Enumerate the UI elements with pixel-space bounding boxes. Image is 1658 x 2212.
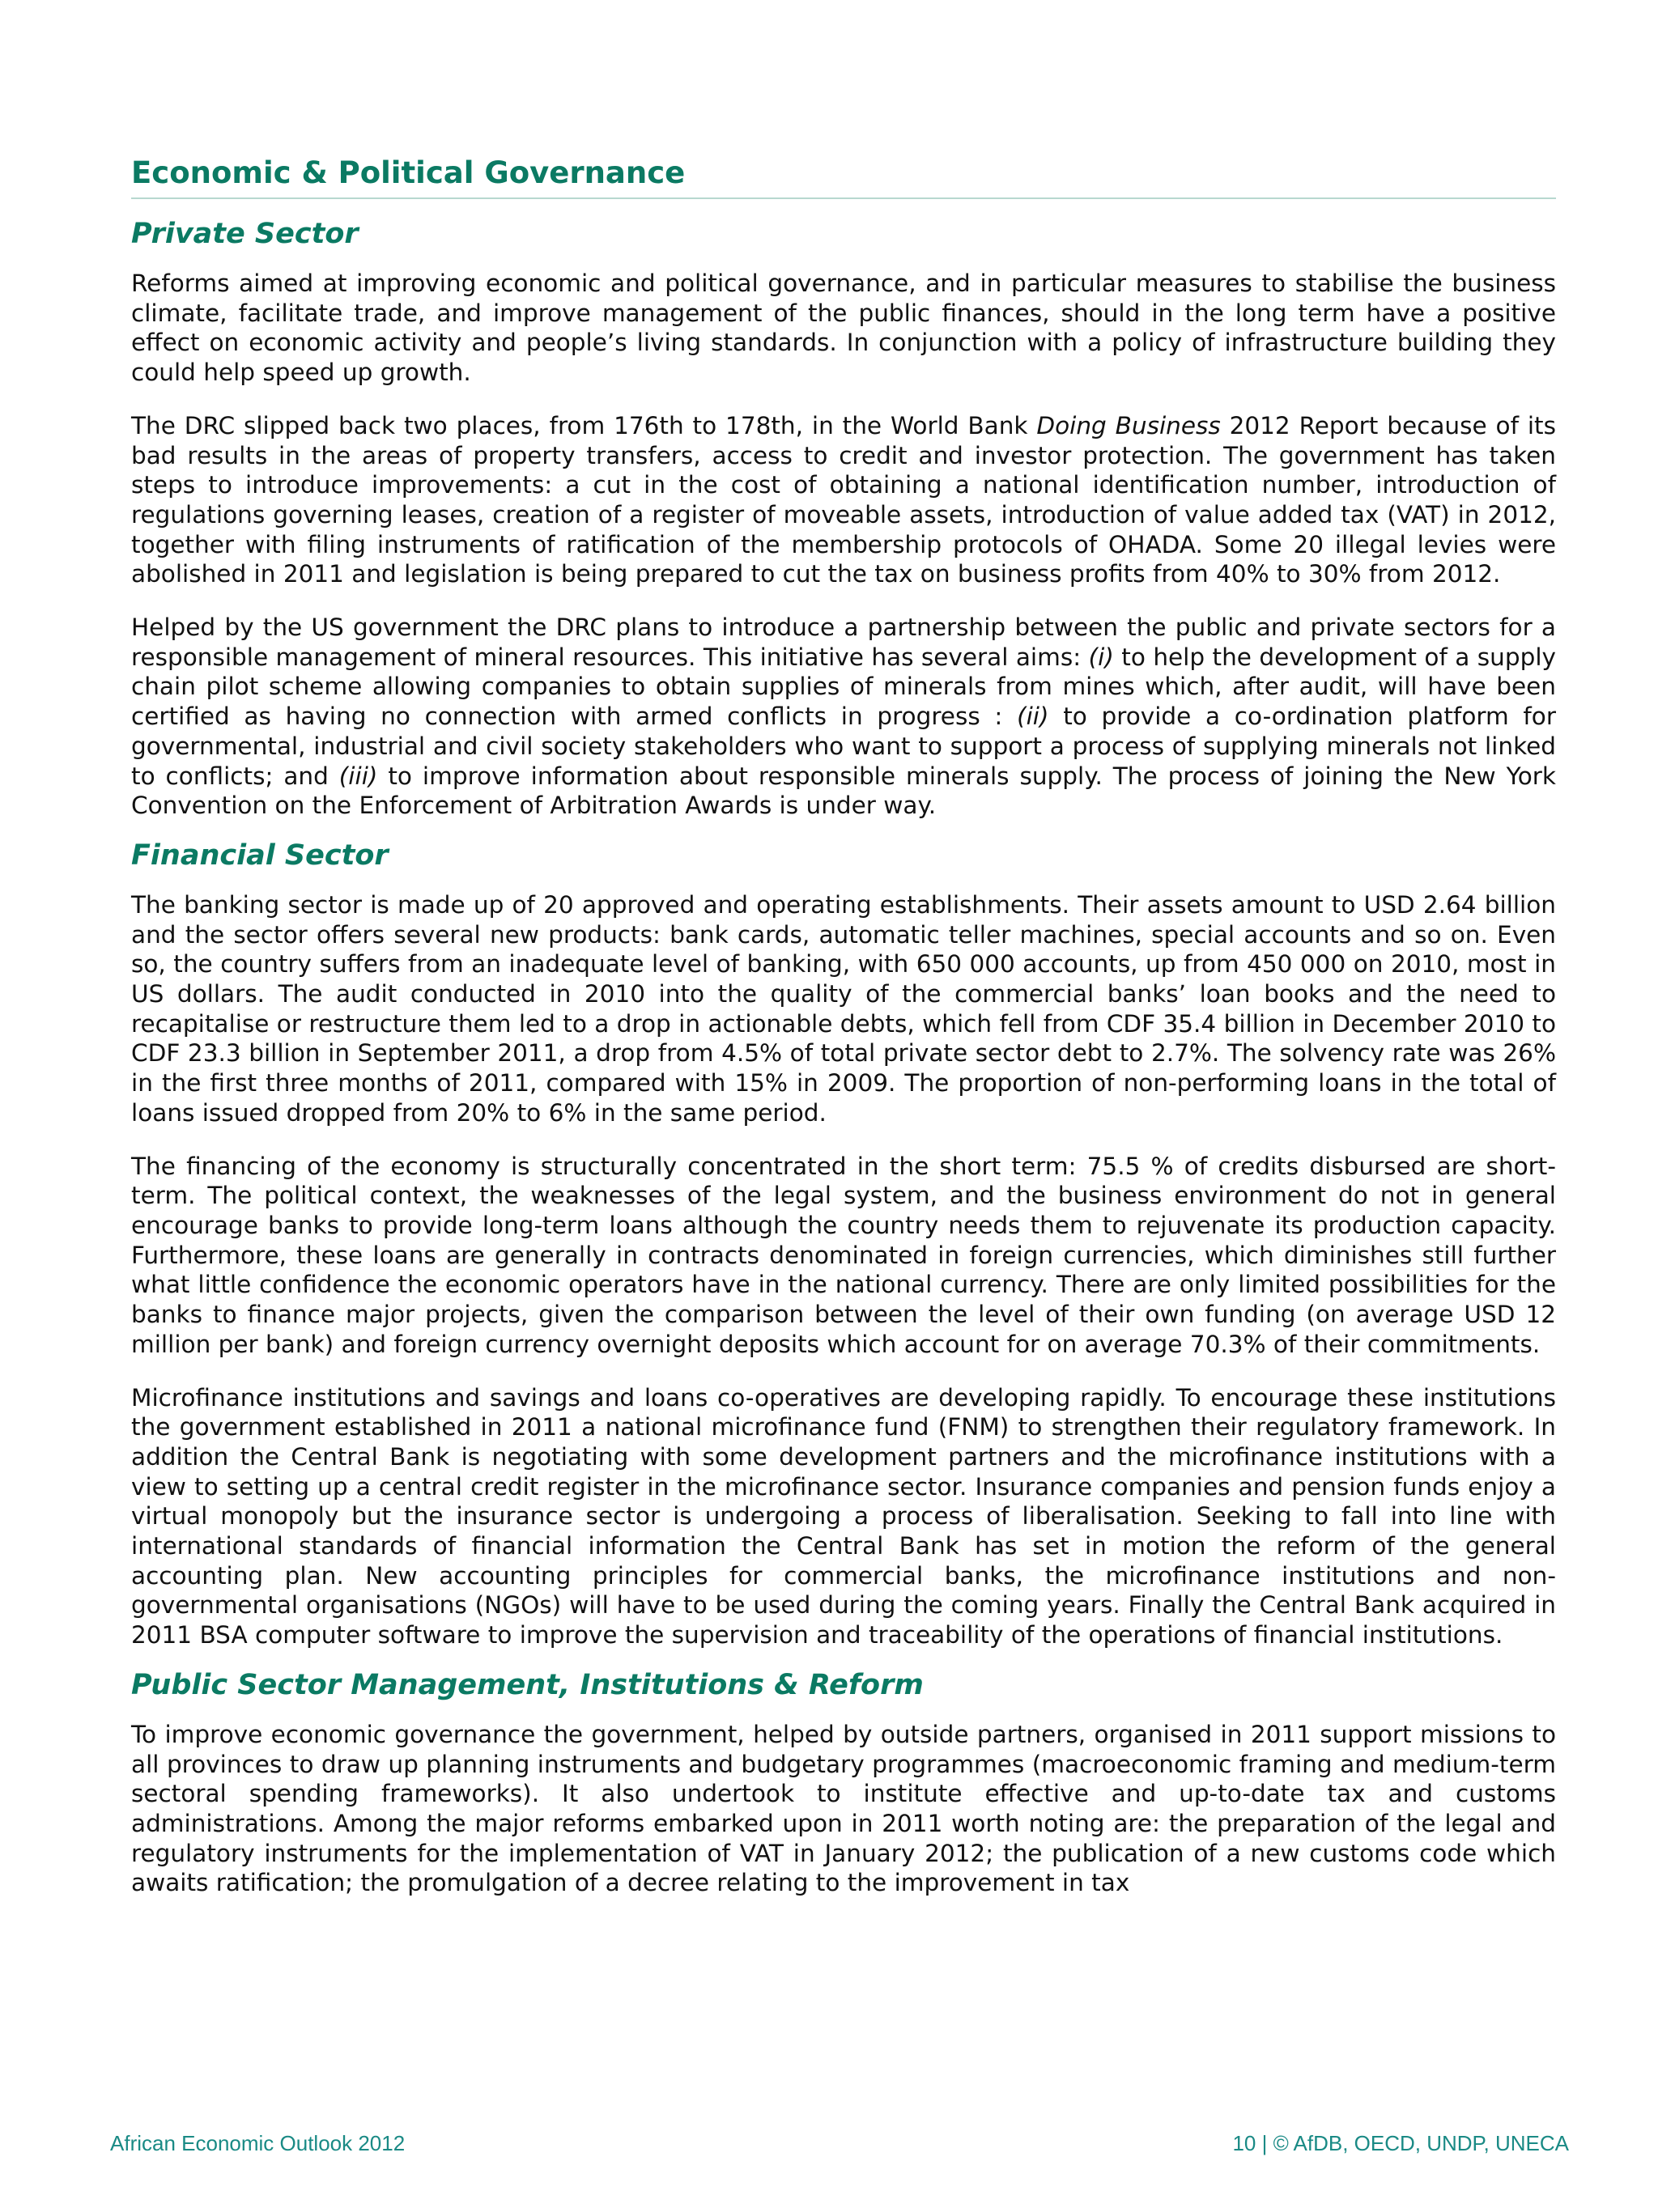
list-marker-italic: (ii) — [1017, 703, 1049, 731]
section-heading-public-sector: Public Sector Management, Institutions & Reform — [131, 1668, 924, 1701]
list-marker-italic: (iii) — [338, 762, 378, 790]
paragraph-text: Helped by the US government the DRC plans to introduce a partnership between the public and private sectors for a responsible management of mineral resources. This initiative has several aims: — [131, 614, 1556, 671]
paragraph-text: 2012 Report because of its bad results in the areas of property transfers, access to credit and investor protection. The government has taken steps to introduce improvements: a cut in the cost of obtaining a national identification number, introduction of regulations governing leases, creation of a register of moveable assets, introduction of value added tax (VAT) in 2012, together with filing instruments of ratification of the membership protocols of OHADA. Some 20 illegal levies were abolished in 2011 and legislation is being prepared to cut the tax on business profits from 40% to 30% from 2012. — [131, 411, 1556, 588]
page-title: Economic & Political Governance — [131, 154, 1556, 199]
section-heading-private-sector: Private Sector — [131, 218, 359, 250]
private-sector-paragraph-1: Reforms aimed at improving economic and political governance, and in particular measures to stabilise the business climate, facilitate trade, and improve management of the public finances, should in the long term have a positive effect on economic activity and people’s living standards. In conjunction with a policy of infrastructure building they could help speed up growth. — [131, 270, 1556, 387]
paragraph-text: to improve information about responsible minerals supply. The process of joining the New York Convention on the Enforcement of Arbitration Awards is under way. — [131, 762, 1556, 820]
private-sector-paragraph-3 — [131, 613, 1556, 821]
report-title-italic: Doing Business — [1036, 411, 1221, 439]
paragraph-text: to help the development of a supply chain pilot scheme allowing companies to obtain supplies of minerals from mines which, after audit, will have been certified as having no connection with armed conflicts in progress : — [131, 643, 1556, 731]
page-content — [131, 154, 1556, 1898]
financial-sector-paragraph-1: The banking sector is made up of 20 approved and operating establishments. Their assets amount to USD 2.64 billion and the sector offers several new products: bank cards, automatic teller machines, special accounts and so on. Even so, the country suffers from an inadequate level of banking, with 650 000 accounts, up from 450 000 on 2010, most in US dollars. The audit conducted in 2010 into the quality of the commercial banks’ loan books and the need to recapitalise or restructure them led to a drop in actionable debts, which fell from CDF 35.4 billion in December 2010 to CDF 23.3 billion in September 2011, a drop from 4.5% of total private sector debt to 2.7%. The solvency rate was 26% in the first three months of 2011, compared with 15% in 2009. The proportion of non-performing loans in the total of loans issued dropped from 20% to 6% in the same period. — [131, 890, 1556, 1127]
page-footer — [110, 2129, 1569, 2158]
public-sector-paragraph-1: To improve economic governance the government, helped by outside partners, organised in 2011 support missions to all provinces to draw up planning instruments and budgetary programmes (macroeconomic framing and medium-term sectoral spending frameworks). It also undertook to institute effective and up-to-date tax and customs administrations. Among the major reforms embarked upon in 2011 worth noting are: the preparation of the legal and regulatory instruments for the implementation of VAT in January 2012; the publication of a new customs code which awaits ratification; the promulgation of a decree relating to the improvement in tax — [131, 1720, 1556, 1897]
list-marker-italic: (i) — [1088, 643, 1114, 671]
footer-page-number-copyright: 10 | © AfDB, OECD, UNDP, UNECA — [1232, 2131, 1569, 2155]
financial-sector-paragraph-3: Microfinance institutions and savings and loans co-operatives are developing rapidly. To encourage these institutions the government established in 2011 a national microfinance fund (FNM) to strengthen their regulatory framework. In addition the Central Bank is negotiating with some development partners and the microfinance institutions with a view to setting up a central credit register in the microfinance sector. Insurance companies and pension funds enjoy a virtual monopoly but the insurance sector is undergoing a process of liberalisation. Seeking to fall into line with international standards of financial information the Central Bank has set in motion the reform of the general accounting plan. New accounting principles for commercial banks, the microfinance institutions and non-governmental organisations (NGOs) will have to be used during the coming years. Finally the Central Bank acquired in 2011 BSA computer software to improve the supervision and traceability of the operations of financial institutions. — [131, 1383, 1556, 1649]
paragraph-text: to provide a co-ordination platform for governmental, industrial and civil society stakeholders who want to support a process of supplying minerals not linked to conflicts; and — [131, 703, 1556, 790]
footer-publication-title: African Economic Outlook 2012 — [110, 2131, 406, 2155]
private-sector-paragraph-2 — [131, 411, 1556, 589]
paragraph-text: The DRC slipped back two places, from 176th to 178th, in the World Bank — [131, 411, 1037, 439]
financial-sector-paragraph-2: The financing of the economy is structurally concentrated in the short term: 75.5 % of credits disbursed are short-term. The political context, the weaknesses of the legal system, and the business environment do not in general encourage banks to provide long-term loans although the country needs them to rejuvenate its production capacity. Furthermore, these loans are generally in contracts denominated in foreign currencies, which diminishes still further what little confidence the economic operators have in the national currency. There are only limited possibilities for the banks to finance major projects, given the comparison between the level of their own funding (on average USD 12 million per bank) and foreign currency overnight deposits which account for on average 70.3% of their commitments. — [131, 1152, 1556, 1358]
section-heading-financial-sector: Financial Sector — [131, 839, 389, 872]
